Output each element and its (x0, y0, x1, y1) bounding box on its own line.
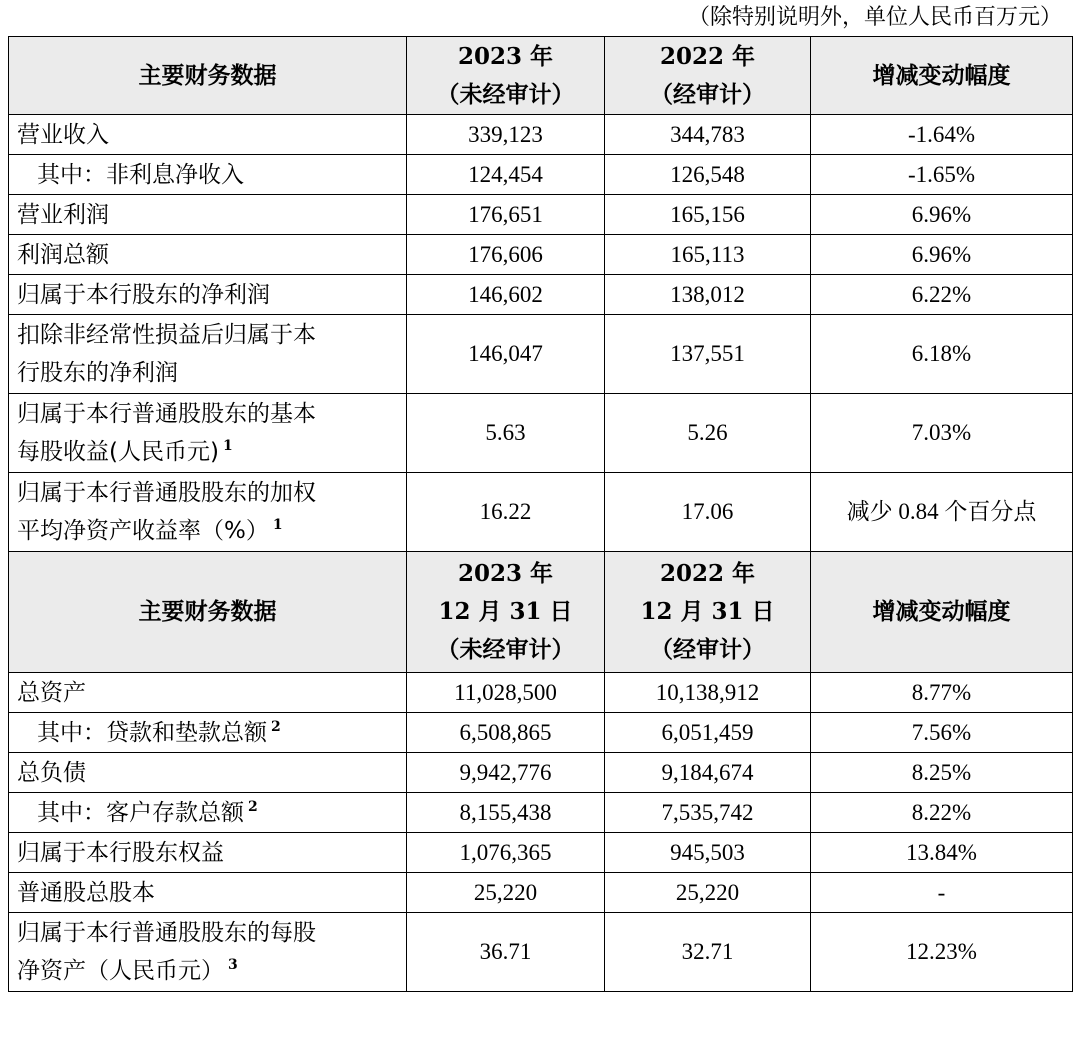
header-change: 增减变动幅度 (811, 552, 1073, 673)
header-2023-year: 2023 年 (457, 42, 554, 70)
header-2023 (407, 552, 605, 673)
value-2022: 344,783 (605, 115, 811, 155)
footnote-marker: 2 (248, 798, 258, 815)
value-2023: 176,606 (407, 235, 605, 275)
row-label-line (17, 754, 398, 792)
value-2022: 25,220 (605, 873, 811, 913)
row-label-text: 营业利润 (17, 201, 109, 228)
value-2023: 11,028,500 (407, 673, 605, 713)
change-value: 6.18% (811, 315, 1073, 394)
value-2022: 945,503 (605, 833, 811, 873)
header-2023-line: （未经审计） (436, 636, 575, 663)
value-2023: 9,942,776 (407, 753, 605, 793)
table-row (9, 155, 1073, 195)
value-2022: 138,012 (605, 275, 811, 315)
row-label-line (37, 156, 398, 194)
row-label-text: 每股收益(人民币元) (17, 439, 219, 465)
row-label (9, 275, 407, 315)
unit-note: （除特别说明外，单位人民币百万元） (687, 5, 1062, 30)
header-row-balance (9, 552, 1073, 673)
footnote-marker: 1 (272, 517, 283, 534)
table-row (9, 753, 1073, 793)
change-value: 8.22% (811, 793, 1073, 833)
value-2022: 6,051,459 (605, 713, 811, 753)
table-row (9, 394, 1073, 473)
footnote-marker: 3 (228, 957, 238, 974)
value-2023: 146,047 (407, 315, 605, 394)
value-2023: 25,220 (407, 873, 605, 913)
change-value: 7.56% (811, 713, 1073, 753)
row-label-line (17, 354, 398, 392)
row-label (9, 235, 407, 275)
table-row (9, 115, 1073, 155)
row-label-text: 总负债 (17, 759, 86, 786)
table-row (9, 673, 1073, 713)
value-2022: 126,548 (605, 155, 811, 195)
header-2023-line: 2023 年 (457, 560, 554, 587)
change-value: -1.65% (811, 155, 1073, 195)
row-label-line (17, 196, 398, 234)
row-label-text: 普通股总股本 (17, 879, 155, 906)
financial-data-table (8, 36, 1073, 992)
header-2022-year: 2022 年 (659, 42, 756, 70)
change-value: 12.23% (811, 913, 1073, 992)
header-label: 主要财务数据 (9, 552, 407, 673)
value-2022: 5.26 (605, 394, 811, 473)
row-label-text: 归属于本行股东的净利润 (17, 281, 270, 308)
table-row (9, 713, 1073, 753)
row-label-line (17, 236, 398, 274)
row-label (9, 315, 407, 394)
row-label-text: 营业收入 (17, 121, 109, 148)
value-2022: 137,551 (605, 315, 811, 394)
table-row (9, 873, 1073, 913)
row-label-text: 行股东的净利润 (17, 360, 178, 386)
row-label (9, 833, 407, 873)
row-label-line (17, 834, 398, 872)
header-label: 主要财务数据 (9, 37, 407, 115)
row-label-line (17, 474, 398, 512)
table-row (9, 275, 1073, 315)
header-2023-line: 12 月 31 日 (438, 598, 573, 625)
row-label (9, 753, 407, 793)
table-row (9, 315, 1073, 394)
change-value: 减少 0.84 个百分点 (811, 473, 1073, 552)
header-2023-audit: （未经审计） (436, 80, 575, 108)
row-label-text: 归属于本行普通股股东的加权 (17, 480, 316, 506)
value-2022: 165,156 (605, 195, 811, 235)
row-label-line (17, 512, 398, 550)
header-2022 (605, 37, 811, 115)
row-label-text: 其中：客户存款总额 (37, 799, 244, 826)
value-2022: 17.06 (605, 473, 811, 552)
row-label-text: 平均净资产收益率（%） (17, 518, 269, 544)
table-body (9, 37, 1073, 992)
change-value: 8.25% (811, 753, 1073, 793)
row-label (9, 673, 407, 713)
row-label-text: 利润总额 (17, 241, 109, 268)
table-row (9, 793, 1073, 833)
row-label (9, 473, 407, 552)
row-label-text: 归属于本行股东权益 (17, 839, 224, 866)
value-2023: 1,076,365 (407, 833, 605, 873)
change-value: - (811, 873, 1073, 913)
header-2022-line: （经审计） (650, 636, 765, 663)
row-label-line (17, 116, 398, 154)
change-value: 6.96% (811, 235, 1073, 275)
header-change: 增减变动幅度 (811, 37, 1073, 115)
table-row (9, 913, 1073, 992)
value-2023: 5.63 (407, 394, 605, 473)
header-2022 (605, 552, 811, 673)
table-row (9, 195, 1073, 235)
row-label-text: 扣除非经常性损益后归属于本 (17, 322, 316, 348)
row-label (9, 713, 407, 753)
value-2023: 146,602 (407, 275, 605, 315)
value-2023: 176,651 (407, 195, 605, 235)
row-label (9, 394, 407, 473)
footnote-marker: 2 (271, 718, 281, 735)
row-label-line (17, 914, 398, 952)
value-2022: 32.71 (605, 913, 811, 992)
value-2023: 8,155,438 (407, 793, 605, 833)
row-label-line (17, 874, 398, 912)
header-2023 (407, 37, 605, 115)
row-label-line (17, 316, 398, 354)
change-value: 13.84% (811, 833, 1073, 873)
row-label-text: 净资产（人民币元） (17, 958, 224, 984)
change-value: 8.77% (811, 673, 1073, 713)
row-label (9, 913, 407, 992)
footnote-marker: 1 (222, 438, 233, 455)
change-value: 6.96% (811, 195, 1073, 235)
row-label-line (37, 794, 398, 832)
row-label-line (17, 395, 398, 433)
header-2022-line: 2022 年 (659, 560, 756, 587)
row-label-line (17, 674, 398, 712)
row-label-text: 其中：非利息净收入 (37, 161, 244, 188)
row-label-text: 归属于本行普通股股东的每股 (17, 920, 316, 946)
value-2023: 6,508,865 (407, 713, 605, 753)
table-row (9, 235, 1073, 275)
table-row (9, 473, 1073, 552)
row-label (9, 115, 407, 155)
row-label-text: 其中：贷款和垫款总额 (37, 719, 267, 746)
header-2022-line: 12 月 31 日 (640, 598, 775, 625)
value-2023: 124,454 (407, 155, 605, 195)
row-label (9, 793, 407, 833)
row-label-line (17, 952, 398, 990)
row-label (9, 155, 407, 195)
row-label-text: 归属于本行普通股股东的基本 (17, 401, 316, 427)
value-2023: 16.22 (407, 473, 605, 552)
row-label-text: 总资产 (17, 679, 86, 706)
change-value: 6.22% (811, 275, 1073, 315)
change-value: -1.64% (811, 115, 1073, 155)
header-2022-audit: （经审计） (650, 80, 765, 108)
row-label (9, 873, 407, 913)
value-2022: 9,184,674 (605, 753, 811, 793)
header-row-income (9, 37, 1073, 115)
row-label-line (17, 433, 398, 471)
row-label-line (17, 276, 398, 314)
table-row (9, 833, 1073, 873)
value-2023: 339,123 (407, 115, 605, 155)
row-label (9, 195, 407, 235)
value-2022: 165,113 (605, 235, 811, 275)
value-2022: 10,138,912 (605, 673, 811, 713)
value-2022: 7,535,742 (605, 793, 811, 833)
row-label-line (37, 714, 398, 752)
change-value: 7.03% (811, 394, 1073, 473)
value-2023: 36.71 (407, 913, 605, 992)
